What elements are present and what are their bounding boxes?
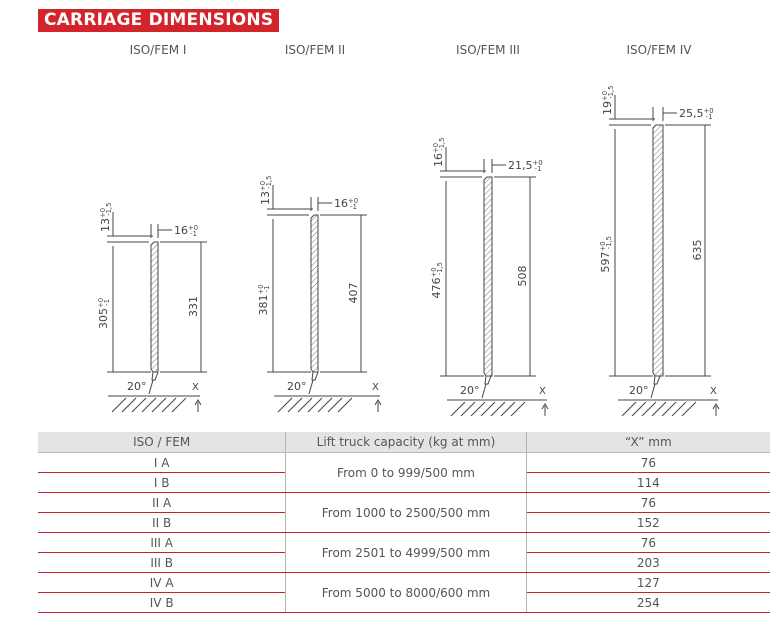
x-cell: 152 bbox=[636, 515, 660, 530]
x-cell: 76 bbox=[527, 493, 770, 513]
class-cell: I B bbox=[153, 475, 170, 490]
angle-label: 20° bbox=[127, 380, 147, 393]
header-capacity: Lift truck capacity (kg at mm) bbox=[285, 432, 526, 452]
top-tolerance-label: $19^{+0}-1,5$ bbox=[601, 85, 616, 115]
hook-slope bbox=[651, 384, 655, 398]
diagram-label-1: ISO/FEM I bbox=[129, 43, 187, 57]
capacity-cell: From 5000 to 8000/600 mm bbox=[285, 573, 526, 612]
carriage-bar bbox=[151, 242, 158, 372]
carriage-diagram-4 bbox=[599, 86, 719, 416]
diagram-label-2: ISO/FEM II bbox=[284, 43, 346, 57]
diagram-label-4: ISO/FEM IV bbox=[626, 43, 692, 57]
full-height-label: 331 bbox=[187, 296, 200, 317]
hook bbox=[312, 372, 318, 380]
thickness-label: $25,5^{+0}$ -1 bbox=[679, 107, 714, 122]
full-height-label: 635 bbox=[691, 239, 704, 261]
height-label: $597^{+0}-1,5$ bbox=[599, 236, 614, 273]
x-cell: 203 bbox=[636, 555, 660, 570]
x-cell: 76 bbox=[527, 533, 770, 553]
table-row-group-3 bbox=[38, 533, 770, 573]
height-label: $305^{+0}-1$ bbox=[97, 297, 112, 329]
top-tolerance-label: $13^{+0}-1,5$ bbox=[259, 175, 274, 205]
class-cell: II A bbox=[38, 493, 285, 513]
class-cell: I A bbox=[38, 453, 285, 473]
x-label: X bbox=[192, 382, 199, 393]
hook bbox=[485, 376, 491, 384]
x-cell: 76 bbox=[527, 453, 770, 473]
thickness-label: $16^{+0}$ -1 bbox=[174, 224, 199, 239]
class-cell: III A bbox=[38, 533, 285, 553]
header-x-mm: “X” mm bbox=[625, 435, 672, 449]
carriage-bar bbox=[653, 125, 663, 376]
angle-label: 20° bbox=[287, 380, 307, 393]
table-row-group-1 bbox=[38, 453, 770, 493]
height-label: $381^{+0}-1$ bbox=[257, 284, 272, 316]
class-cell: III B bbox=[150, 555, 173, 570]
x-label: X bbox=[710, 386, 717, 397]
page-title: CARRIAGE DIMENSIONS bbox=[38, 9, 279, 32]
header-iso-fem: ISO / FEM bbox=[133, 435, 191, 449]
capacity-cell: From 0 to 999/500 mm bbox=[285, 453, 526, 492]
carriage-diagram-1 bbox=[97, 203, 207, 412]
hook-slope bbox=[309, 380, 313, 394]
top-tolerance-label: $13^{+0}-1,5$ bbox=[99, 202, 114, 232]
table-header bbox=[38, 432, 770, 453]
top-tolerance-label: $16^{+0}-1,5$ bbox=[432, 137, 447, 167]
angle-label: 20° bbox=[629, 384, 649, 397]
class-cell: IV B bbox=[149, 595, 174, 610]
dimensions-table bbox=[38, 432, 770, 613]
carriage-bar bbox=[311, 215, 318, 372]
table-row-group-4 bbox=[38, 573, 770, 613]
thickness-label: $16^{+0}$ -1 bbox=[334, 197, 359, 212]
angle-label: 20° bbox=[460, 384, 480, 397]
x-cell: 254 bbox=[636, 595, 660, 610]
x-label: X bbox=[372, 382, 379, 393]
height-label: $476^{+0}-1,5$ bbox=[430, 262, 445, 299]
full-height-label: 407 bbox=[347, 282, 360, 304]
thickness-label: $21,5^{+0}$ -1 bbox=[508, 159, 543, 174]
carriage-diagram-2 bbox=[257, 176, 381, 412]
x-cell: 114 bbox=[636, 475, 660, 490]
capacity-cell: From 1000 to 2500/500 mm bbox=[285, 493, 526, 532]
hook-slope bbox=[482, 384, 486, 398]
hook bbox=[152, 372, 158, 380]
table-row-group-2 bbox=[38, 493, 770, 533]
diagram-label-3: ISO/FEM III bbox=[456, 43, 520, 57]
x-cell: 127 bbox=[527, 573, 770, 593]
x-label: X bbox=[539, 386, 546, 397]
carriage-bar bbox=[484, 177, 492, 376]
class-cell: IV A bbox=[38, 573, 285, 593]
carriage-diagram-3 bbox=[430, 138, 548, 416]
class-cell: II B bbox=[152, 515, 172, 530]
capacity-cell: From 2501 to 4999/500 mm bbox=[285, 533, 526, 572]
full-height-label: 508 bbox=[516, 265, 529, 287]
hook bbox=[654, 376, 660, 384]
hook-slope bbox=[149, 380, 153, 394]
